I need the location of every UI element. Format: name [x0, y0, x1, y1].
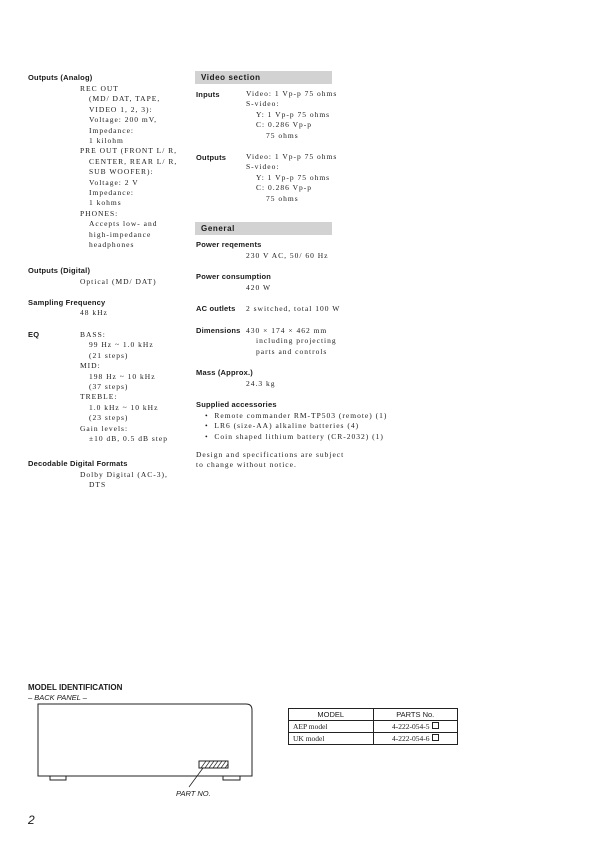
- outputs-digital-label: Outputs (Digital): [28, 266, 91, 275]
- spec-line: 1.0 kHz ~ 10 kHz: [89, 402, 159, 412]
- supplied-accessories-list: [205, 411, 387, 442]
- spec-line: high-impedance: [89, 229, 152, 239]
- ac-outlets-value: 2 switched, total 100 W: [246, 304, 341, 313]
- part-number: 4-222-054-6: [392, 734, 430, 743]
- section-title: Video section: [201, 73, 261, 82]
- part-number: 4-222-054-5: [392, 722, 430, 731]
- spec-line: Impedance:: [89, 125, 134, 135]
- table-cell: [373, 733, 458, 745]
- model-identification-title: MODEL IDENTIFICATION: [28, 683, 123, 692]
- spec-line: including projecting: [256, 336, 337, 346]
- accessory-text: Coin shaped lithium battery (CR-2032) (1): [214, 431, 384, 441]
- table-row: [289, 721, 458, 733]
- eq-values: [80, 330, 168, 444]
- video-outputs-values: [246, 152, 337, 204]
- list-item: • Remote commander RM-TP503 (remote) (1): [205, 411, 388, 420]
- spec-line: 75 ohms: [266, 193, 299, 203]
- spec-line: Accepts low- and: [89, 219, 158, 229]
- spec-line: VIDEO 1, 2, 3):: [89, 104, 153, 114]
- spec-line: PRE OUT (FRONT L/ R,: [80, 146, 178, 156]
- power-consumption-label: Power consumption: [196, 272, 272, 281]
- spec-line: parts and controls: [256, 346, 328, 356]
- video-section-header: [195, 71, 332, 84]
- power-consumption-value: 420 W: [246, 283, 272, 292]
- sampling-frequency-value: 48 kHz: [80, 308, 108, 317]
- ac-outlets-label: AC outlets: [196, 304, 236, 313]
- spec-line: REC OUT: [80, 84, 119, 93]
- general-section-header: [195, 222, 332, 235]
- spec-line: headphones: [89, 240, 135, 250]
- spec-line: (37 steps): [89, 382, 129, 392]
- specification-notice: [196, 450, 344, 471]
- spec-line: 99 Hz ~ 1.0 kHz: [89, 340, 154, 350]
- spec-line: (23 steps): [89, 413, 129, 423]
- spec-line: CENTER, REAR L/ R,: [89, 156, 178, 166]
- spec-line: 75 ohms: [266, 130, 299, 140]
- spec-line: Video: 1 Vp-p 75 ohms: [246, 89, 338, 98]
- eq-label: EQ: [28, 330, 40, 339]
- video-outputs-label: Outputs: [196, 153, 227, 162]
- spec-line: SUB WOOFER):: [89, 167, 154, 177]
- spec-line: (21 steps): [89, 350, 129, 360]
- table-row: [289, 733, 458, 745]
- dimensions-label: Dimensions: [196, 326, 241, 335]
- page-number: 2: [28, 813, 35, 827]
- spec-line: C: 0.286 Vp-p: [256, 120, 312, 130]
- back-panel-illustration: [36, 703, 266, 798]
- accessory-text: Remote commander RM-TP503 (remote) (1): [214, 411, 388, 420]
- power-requirements-label: Power reqements: [196, 240, 262, 249]
- spec-line: PHONES:: [80, 208, 119, 218]
- accessory-text: LR6 (size-AA) alkaline batteries (4): [214, 421, 360, 431]
- spec-line: Video: 1 Vp-p 75 ohms: [246, 152, 338, 161]
- spec-line: S-video:: [246, 162, 280, 172]
- table-cell: UK model: [289, 733, 374, 745]
- section-title: General: [201, 224, 235, 233]
- sampling-frequency-label: Sampling Frequency: [28, 298, 106, 307]
- spec-line: Voltage: 2 V: [89, 177, 139, 187]
- spec-line: Dolby Digital (AC-3),: [80, 470, 168, 479]
- decodable-formats-label: Decodable Digital Formats: [28, 459, 128, 468]
- back-panel-subtitle: – BACK PANEL –: [28, 693, 87, 702]
- table-cell: AEP model: [289, 721, 374, 733]
- supplied-accessories-label: Supplied accessories: [196, 400, 277, 409]
- spec-line: Impedance:: [89, 188, 134, 198]
- notice-line: Design and specifications are subject: [196, 450, 345, 459]
- spec-line: 1 kilohm: [89, 136, 124, 146]
- checkbox-square-icon: [432, 722, 439, 729]
- mass-value: 24.3 kg: [246, 379, 276, 388]
- parts-table: [288, 708, 458, 745]
- part-number-callout: PART NO.: [176, 789, 211, 798]
- video-inputs-label: Inputs: [196, 90, 220, 99]
- spec-line: 430 × 174 × 462 mm: [246, 326, 328, 335]
- notice-line: to change without notice.: [196, 460, 297, 470]
- spec-line: Gain levels:: [80, 423, 129, 433]
- checkbox-square-icon: [432, 734, 439, 741]
- outputs-analog-label: Outputs (Analog): [28, 73, 93, 82]
- list-item: • LR6 (size-AA) alkaline batteries (4): [205, 421, 360, 431]
- spec-line: (MD/ DAT, TAPE,: [89, 94, 161, 104]
- spec-line: BASS:: [80, 330, 106, 339]
- decodable-formats-values: [80, 470, 168, 491]
- spec-line: TREBLE:: [80, 392, 118, 402]
- video-inputs-values: [246, 89, 337, 141]
- spec-line: Y: 1 Vp-p 75 ohms: [256, 172, 331, 182]
- outputs-analog-values: [80, 84, 177, 251]
- table-cell: [373, 721, 458, 733]
- dimensions-values: [246, 326, 337, 357]
- table-header-row: [289, 709, 458, 721]
- spec-line: ±10 dB, 0.5 dB step: [89, 434, 168, 444]
- table-header: MODEL: [289, 709, 374, 721]
- spec-line: Voltage: 200 mV,: [89, 115, 158, 125]
- mass-label: Mass (Approx.): [196, 368, 253, 377]
- spec-line: 198 Hz ~ 10 kHz: [89, 371, 156, 381]
- spec-line: S-video:: [246, 99, 280, 109]
- spec-line: DTS: [89, 480, 107, 490]
- list-item: • Coin shaped lithium battery (CR-2032) (1): [205, 431, 384, 441]
- table-header: PARTS No.: [373, 709, 458, 721]
- power-requirements-value: 230 V AC, 50/ 60 Hz: [246, 251, 329, 260]
- spec-line: 1 kohms: [89, 198, 122, 208]
- outputs-digital-value: Optical (MD/ DAT): [80, 277, 157, 286]
- spec-line: Y: 1 Vp-p 75 ohms: [256, 109, 331, 119]
- spec-line: MID:: [80, 361, 101, 371]
- spec-line: C: 0.286 Vp-p: [256, 183, 312, 193]
